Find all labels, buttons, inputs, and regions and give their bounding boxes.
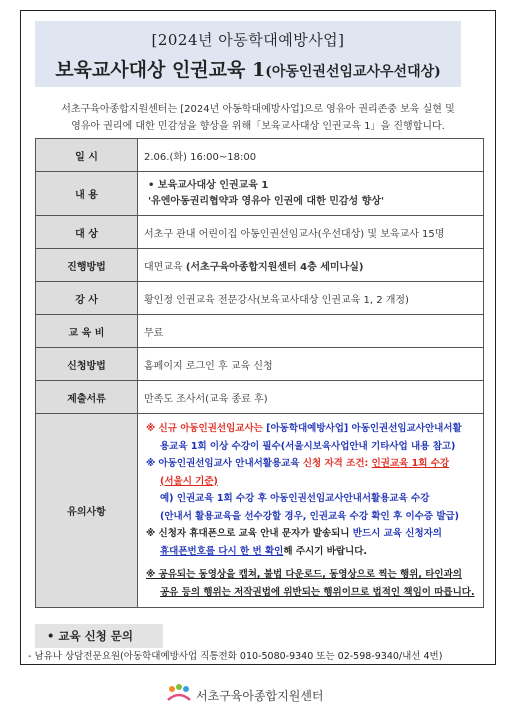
intro-line-1: 서초구육아종합지원센터는 [2024년 아동학대예방사업]으로 영유아 권리존중 보육 실현 및 [61, 104, 455, 115]
table-row [36, 282, 484, 315]
table-row [36, 172, 484, 216]
center-logo-icon [166, 682, 192, 708]
note-4-line-2: 공유 등의 행위는 저작권법에 위반되는 행위이므로 법적인 책임이 따릅니다. [160, 586, 475, 598]
intro-text [40, 101, 476, 135]
note-2-red-underline: 인권교육 1회 수강 [371, 458, 450, 469]
table-row [36, 414, 484, 608]
header-box [35, 21, 461, 87]
table-row [36, 315, 484, 348]
intro-line-2: 영유아 권리에 대한 민감성을 향상을 위해「보육교사대상 인권교육 1」을 진행합니다. [71, 121, 445, 132]
note-1: ※ 신규 아동인권선임교사는 [아동학대예방사업] 아동인권선임교사안내서활 [146, 423, 462, 434]
row-label-target: 대 상 [36, 216, 138, 249]
method-location: (서초구육아종합지원센터 4층 세미나실) [185, 261, 364, 273]
table-row [36, 381, 484, 414]
row-label-method: 진행방법 [36, 249, 138, 282]
table-row [36, 348, 484, 381]
row-label-date: 일 시 [36, 139, 138, 172]
note-2-red: 신청 자격 조건: [302, 458, 369, 469]
row-value-instructor: 황인정 인권교육 전문강사(보육교사대상 인권교육 1, 2 개정) [138, 282, 484, 315]
note-2: ※ 아동인권선임교사 안내서활용교육 신청 자격 조건: 인권교육 1회 수강 [146, 458, 450, 469]
inquiry-contact: - 남유나 상담전문요원(아동학대예방사업 직통전화 010-5080-9340 또는 02-598-9340/내선 4번) [28, 651, 443, 662]
note-2-line-2: (서울시 기준) [160, 475, 218, 487]
row-value-date: 2.06.(화) 16:00~18:00 [138, 139, 484, 172]
note-2-blue: 아동인권선임교사 안내서활용교육 [158, 458, 303, 469]
title-sub: (아동인권선임교사우선대상) [265, 64, 441, 80]
row-label-apply: 신청방법 [36, 348, 138, 381]
row-label-instructor: 강 사 [36, 282, 138, 315]
row-label-fee: 교 육 비 [36, 315, 138, 348]
row-value-method [138, 249, 484, 282]
info-table [35, 138, 484, 608]
method-plain: 대면교육 [144, 261, 186, 273]
row-value-fee: 무료 [138, 315, 484, 348]
note-1-line-2: 용교육 1회 이상 수강이 필수(서울시보육사업안내 기타사업 내용 참고) [160, 440, 456, 452]
row-label-content: 내 용 [36, 172, 138, 216]
content-line-1: • 보육교사대상 인권교육 1 [148, 179, 269, 191]
title-main: 보육교사대상 인권교육 1 [55, 59, 266, 81]
note-2-line-4: (안내서 활용교육을 선수강할 경우, 인권교육 수강 확인 후 이수증 발급) [160, 510, 460, 522]
header-subtitle: [2024년 아동학대예방사업] [151, 31, 345, 49]
note-2-line-3: 예) 인권교육 1회 수강 후 아동인권선임교사안내서활용교육 수강 [160, 493, 430, 504]
row-value-docs: 만족도 조사서(교육 종료 후) [138, 381, 484, 414]
row-value-apply: 홈페이지 로그인 후 교육 신청 [138, 348, 484, 381]
note-1-blue: [아동학대예방사업] 아동인권선임교사안내서활 [262, 423, 462, 434]
table-row [36, 139, 484, 172]
row-value-content [138, 172, 484, 216]
row-value-target: 서초구 관내 어린이집 아동인권선임교사(우선대상) 및 보육교사 15명 [138, 216, 484, 249]
note-4: ※ 공유되는 동영상을 캡쳐, 불법 다운로드, 동영상으로 찍는 행위, 타인과의 [146, 569, 462, 580]
table-row [36, 216, 484, 249]
row-value-notes [138, 414, 484, 608]
footer [166, 682, 324, 708]
page-title [35, 55, 461, 82]
row-label-docs: 제출서류 [36, 381, 138, 414]
note-1-red: 신규 아동인권선임교사는 [158, 423, 263, 434]
inquiry-title: • 교육 신청 문의 [35, 624, 163, 648]
row-label-notes: 유의사항 [36, 414, 138, 608]
note-3-line-2: 휴대폰번호를 다시 한 번 확인해 주시기 바랍니다. [160, 545, 367, 557]
table-row [36, 249, 484, 282]
content-line-2: '유엔아동권리협약과 영유아 인권에 대한 민감성 향상' [148, 195, 385, 207]
note-3: ※ 신청자 휴대폰으로 교육 안내 문자가 발송되니 반드시 교육 신청자의 [146, 528, 442, 539]
footer-org-name: 서초구육아종합지원센터 [196, 688, 324, 703]
